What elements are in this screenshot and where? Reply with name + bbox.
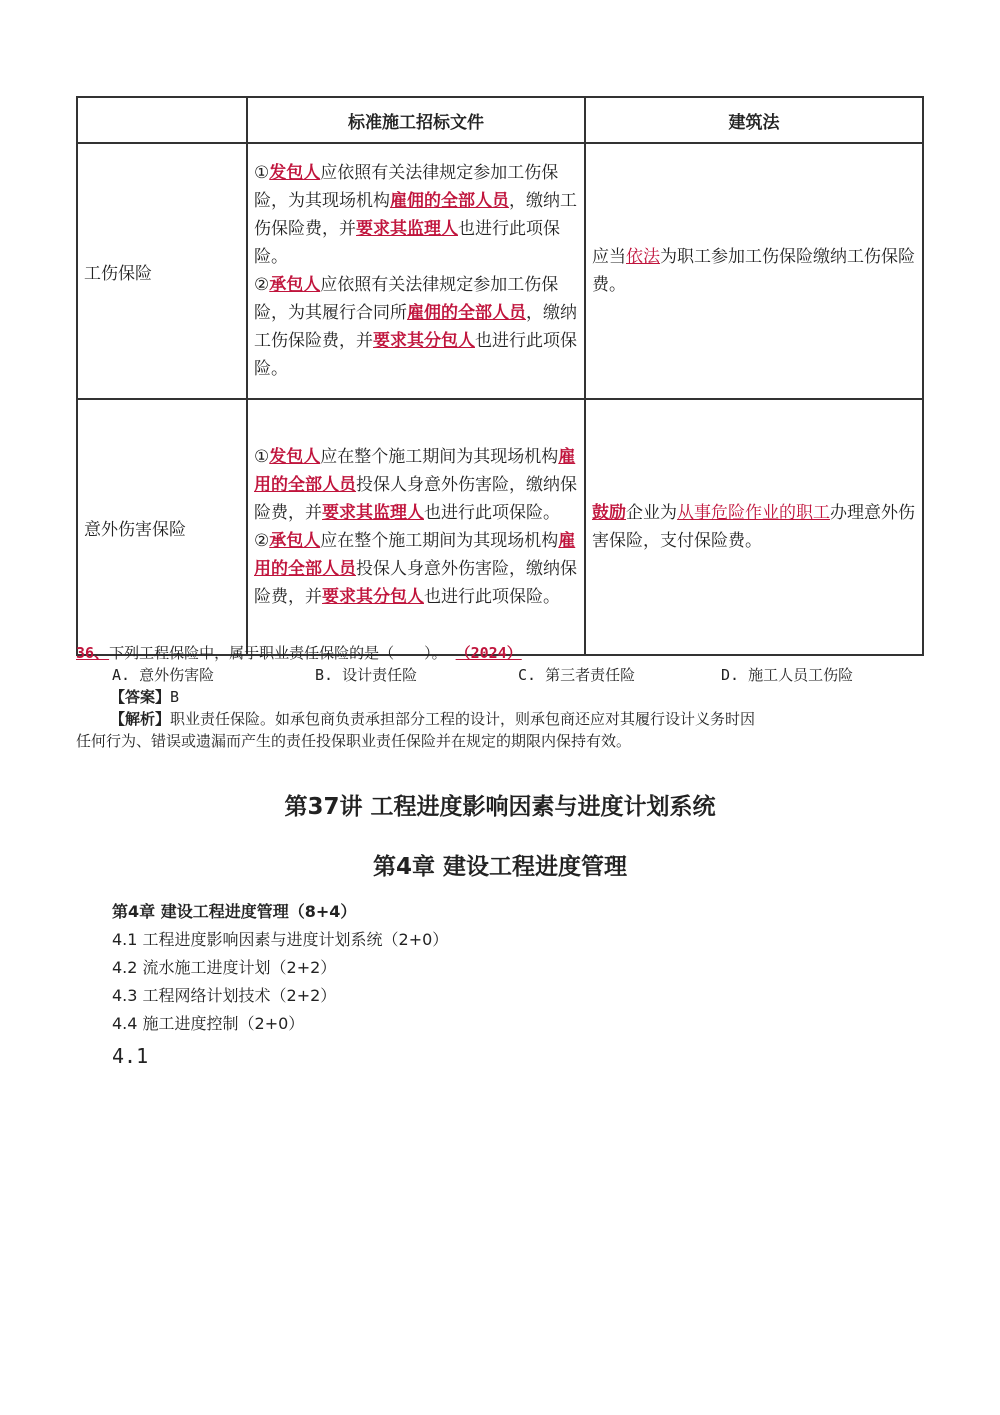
lecture-title: 第37讲 工程进度影响因素与进度计划系统 [284, 794, 716, 820]
highlighted-term: 要求其分包人 [322, 587, 424, 607]
highlighted-term: 发包人 [269, 447, 321, 467]
analysis-line-1 [76, 708, 926, 730]
outline-head: 第4章 建设工程进度管理（8+4） [112, 902, 357, 921]
option-c: C. 第三者责任险 [518, 666, 636, 684]
text-run: 企业为 [626, 503, 677, 523]
highlighted-term: 承包人 [269, 531, 321, 551]
text-run: 应依照有关法律规定参加工伤保险，为其履行合同所 [254, 275, 559, 323]
standard-doc-cell [247, 399, 585, 655]
option-a: A. 意外伤害险 [112, 666, 215, 684]
text-run: 投保人身意外伤害险，缴纳保险费，并 [254, 559, 577, 607]
row-label: 意外伤害保险 [77, 399, 247, 655]
highlighted-term: 承包人 [269, 275, 321, 295]
highlighted-term: 雇佣的全部人员 [407, 303, 526, 323]
construction-law-cell [585, 143, 923, 399]
standard-doc-cell [247, 143, 585, 399]
underlined-term: 依法 [626, 247, 660, 267]
analysis-text-1: 职业责任保险。如承包商负责承担部分工程的设计，则承包商还应对其履行设计义务时因 [170, 710, 756, 728]
text-run: ① [254, 447, 270, 467]
insurance-comparison-table [76, 96, 924, 656]
text-run: 应在整个施工期间为其现场机构 [320, 447, 559, 467]
highlighted-term: 要求其分包人 [373, 331, 475, 351]
options-row [76, 664, 926, 686]
highlighted-term: 雇用的全部人员 [254, 447, 576, 495]
outline-item: 4.1 工程进度影响因素与进度计划系统（2+0） [112, 930, 449, 949]
option-d: D. 施工人员工伤险 [721, 666, 854, 684]
answer-label: 【答案】 [110, 688, 171, 706]
answer-line [76, 686, 926, 708]
text-run: ② [254, 275, 270, 295]
highlighted-term: 鼓励 [592, 503, 626, 523]
analysis-label: 【解析】 [110, 710, 171, 728]
underlined-term: 从事危险作业的职工 [677, 503, 830, 523]
text-run: 应在整个施工期间为其现场机构 [320, 531, 559, 551]
construction-law-cell [585, 399, 923, 655]
text-run: 应当 [592, 247, 626, 267]
question-year: （2024） [455, 644, 522, 662]
analysis-text-2: 任何行为、错误或遗漏而产生的责任投保职业责任保险并在规定的期限内保持有效。 [76, 732, 632, 750]
highlighted-term: 要求其监理人 [322, 503, 424, 523]
text-run: ，缴纳工伤保险费，并 [254, 303, 577, 351]
highlighted-term: 雇佣的全部人员 [390, 191, 509, 211]
outline-item: 4.3 工程网络计划技术（2+2） [112, 986, 337, 1005]
text-run: 也进行此项保险。 [254, 331, 577, 379]
text-run: 也进行此项保险。 [424, 503, 560, 523]
outline-item: 4.4 施工进度控制（2+0） [112, 1014, 305, 1033]
text-run: ① [254, 163, 270, 183]
section-label: 4.1 [112, 1044, 149, 1068]
highlighted-term: 雇用的全部人员 [254, 531, 576, 579]
text-run: 应依照有关法律规定参加工伤保险，为其现场机构 [254, 163, 559, 211]
analysis-line-2 [76, 730, 926, 752]
text-run: ② [254, 531, 270, 551]
outline-item: 4.2 流水施工进度计划（2+2） [112, 958, 337, 977]
text-run: 为职工参加工伤保险缴纳工伤保险费。 [592, 247, 915, 295]
question-block [76, 642, 926, 752]
chapter-outline [112, 898, 448, 1038]
question-stem-line [76, 642, 926, 664]
option-b: B. 设计责任险 [315, 666, 418, 684]
text-run: 办理意外伤害保险，支付保险费。 [592, 503, 915, 551]
header-construction-law: 建筑法 [585, 97, 923, 143]
chapter-title: 第4章 建设工程进度管理 [372, 854, 627, 880]
question-stem: 下列工程保险中，属于职业责任保险的是（ ）。 [109, 644, 447, 662]
row-label: 工伤保险 [77, 143, 247, 399]
text-run: 也进行此项保险。 [254, 219, 560, 267]
table-row-accident [77, 399, 923, 655]
table-header-row [77, 97, 923, 143]
table-row-work-injury [77, 143, 923, 399]
text-run: 投保人身意外伤害险，缴纳保险费，并 [254, 475, 577, 523]
header-standard-doc: 标准施工招标文件 [247, 97, 585, 143]
highlighted-term: 发包人 [269, 163, 321, 183]
header-empty [77, 97, 247, 143]
question-number: 36、 [76, 644, 110, 662]
text-run: ，缴纳工伤保险费，并 [254, 191, 577, 239]
text-run: 也进行此项保险。 [424, 587, 560, 607]
highlighted-term: 要求其监理人 [356, 219, 458, 239]
answer-value: B [170, 688, 180, 706]
